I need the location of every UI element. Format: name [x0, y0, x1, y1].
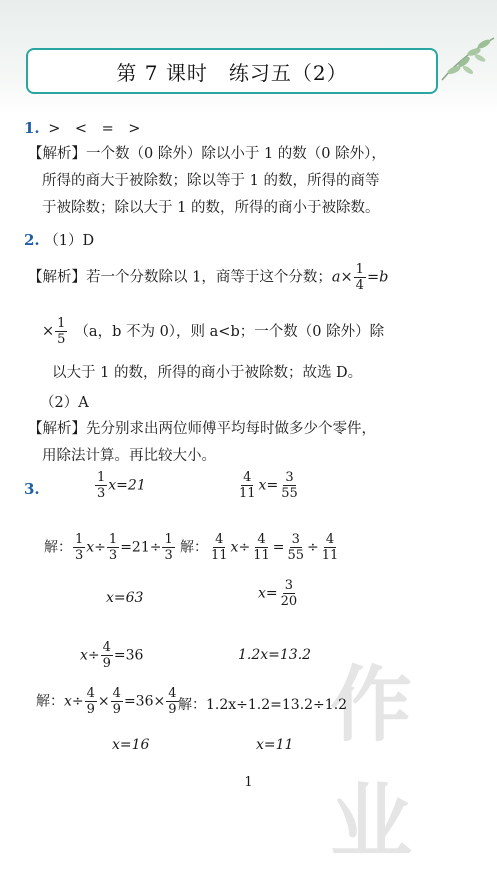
solve-label: 解：: [36, 693, 64, 710]
q3-eq1: [94, 470, 146, 501]
times-sign: ×: [42, 323, 55, 340]
fraction-three-55: $\frac{3}{55}$: [287, 532, 305, 563]
fraction-four-eleventh: $\frac{4}{11}$: [239, 470, 256, 501]
step2-mid: x÷: [230, 539, 251, 556]
fraction-one-third: $\frac{1}{3}$: [164, 532, 173, 563]
q3-answer1: x=63: [106, 590, 144, 606]
fraction-three-55: $\frac{3}{55}$: [281, 470, 298, 501]
eq3-rhs: =36: [113, 647, 144, 664]
fraction-one-fourth: $\frac{1}{4}$: [355, 262, 364, 293]
q3-answer4: x=11: [256, 737, 294, 753]
eq3-lhs: x÷: [80, 647, 100, 664]
solve-label: 解：: [44, 539, 72, 556]
answer2-lhs: x=: [258, 585, 278, 602]
watermark: 作业: [330, 658, 417, 870]
step2-rhs: =21÷: [120, 539, 162, 556]
fraction-one-fifth: $\frac{1}{5}$: [57, 316, 66, 347]
fraction-one-third: $\frac{1}{3}$: [108, 532, 118, 563]
page-number: 1: [244, 775, 253, 790]
q2-part1-answer: （1）D: [44, 233, 95, 249]
lesson-title: 第 7 课时 练习五（2）: [26, 48, 438, 94]
equals-sign: =: [366, 269, 380, 286]
fraction-one-third: $\frac{1}{3}$: [97, 470, 106, 501]
q3-step4-left: [36, 686, 180, 717]
step2-mid: x÷: [86, 539, 106, 556]
var-a: a: [331, 269, 341, 286]
times-sign: ×: [340, 269, 353, 286]
fraction-four-eleventh: $\frac{4}{11}$: [321, 532, 339, 563]
step4-mid: x÷: [64, 693, 84, 710]
q1-analysis-line-3: 于被除数；除以大于 1 的数，所得的商小于被除数。: [42, 200, 380, 216]
q2-analysis1-line-2: [42, 316, 384, 347]
q3-eq3: [80, 640, 143, 671]
solve-label: 解：: [180, 539, 208, 556]
fraction-four-eleventh: $\frac{4}{11}$: [211, 532, 228, 563]
q2-analysis1-text-2: （a，b 不为 0），则 a<b；一个数（0 除外）除: [74, 323, 385, 340]
q2-part1-line: [24, 229, 94, 252]
q1-number: 1.: [24, 119, 40, 137]
q3-number: 3.: [24, 480, 40, 498]
q2-analysis1-text: 【解析】若一个分数除以 1，商等于这个分数；: [28, 269, 332, 286]
leaf-decoration-icon: [434, 30, 497, 90]
q1-analysis-line-2: 所得的商大于被除数；除以等于 1 的数，所得的商等: [42, 173, 380, 189]
solve-label: 解：: [178, 697, 206, 713]
q1-analysis-line-1: 【解析】一个数（0 除外）除以小于 1 的数（0 除外），: [28, 146, 386, 162]
q2-analysis1-line-1: [28, 262, 388, 293]
q2-number: 2.: [24, 231, 40, 249]
step4-right-expr: 1.2x÷1.2=13.2÷1.2: [206, 697, 348, 713]
q1-answer-line: [24, 117, 140, 140]
q1-answer: > < = >: [48, 121, 141, 137]
q2-analysis2-line-1: 【解析】先分别求出两位师傅平均每时做多少个零件，: [28, 421, 376, 437]
q3-step4-right: [178, 694, 347, 714]
fraction-one-third: $\frac{1}{3}$: [75, 532, 84, 563]
fraction-four-ninth: $\frac{4}{9}$: [168, 686, 177, 717]
q3-answer3: x=16: [112, 737, 150, 753]
q2-analysis2-line-2: 用除法计算。再比较大小。: [42, 448, 216, 464]
var-b: b: [379, 269, 389, 286]
equals-sign: =: [272, 539, 285, 556]
q3-answer2: [258, 578, 300, 609]
q3-eq4: 1.2x=13.2: [238, 647, 312, 663]
q3-step2-right: [180, 532, 341, 563]
divide-sign: ÷: [307, 539, 319, 556]
q2-part2-answer: （2）A: [40, 395, 89, 411]
times-sign: ×: [97, 693, 110, 710]
fraction-four-ninth: $\frac{4}{9}$: [102, 640, 111, 671]
eq1-rhs: x=21: [108, 477, 146, 494]
fraction-four-ninth: $\frac{4}{9}$: [86, 686, 95, 717]
step4-rhs: =36×: [123, 693, 166, 710]
q3-eq2: [236, 470, 301, 501]
fraction-four-eleventh: $\frac{4}{11}$: [253, 532, 270, 563]
fraction-four-ninth: $\frac{4}{9}$: [112, 686, 121, 717]
q3-step2-left: [44, 532, 176, 563]
fraction-three-20: $\frac{3}{20}$: [280, 578, 298, 609]
q2-analysis1-line-3: 以大于 1 的数，所得的商小于被除数；故选 D。: [52, 365, 363, 381]
eq2-mid: x=: [258, 477, 279, 494]
